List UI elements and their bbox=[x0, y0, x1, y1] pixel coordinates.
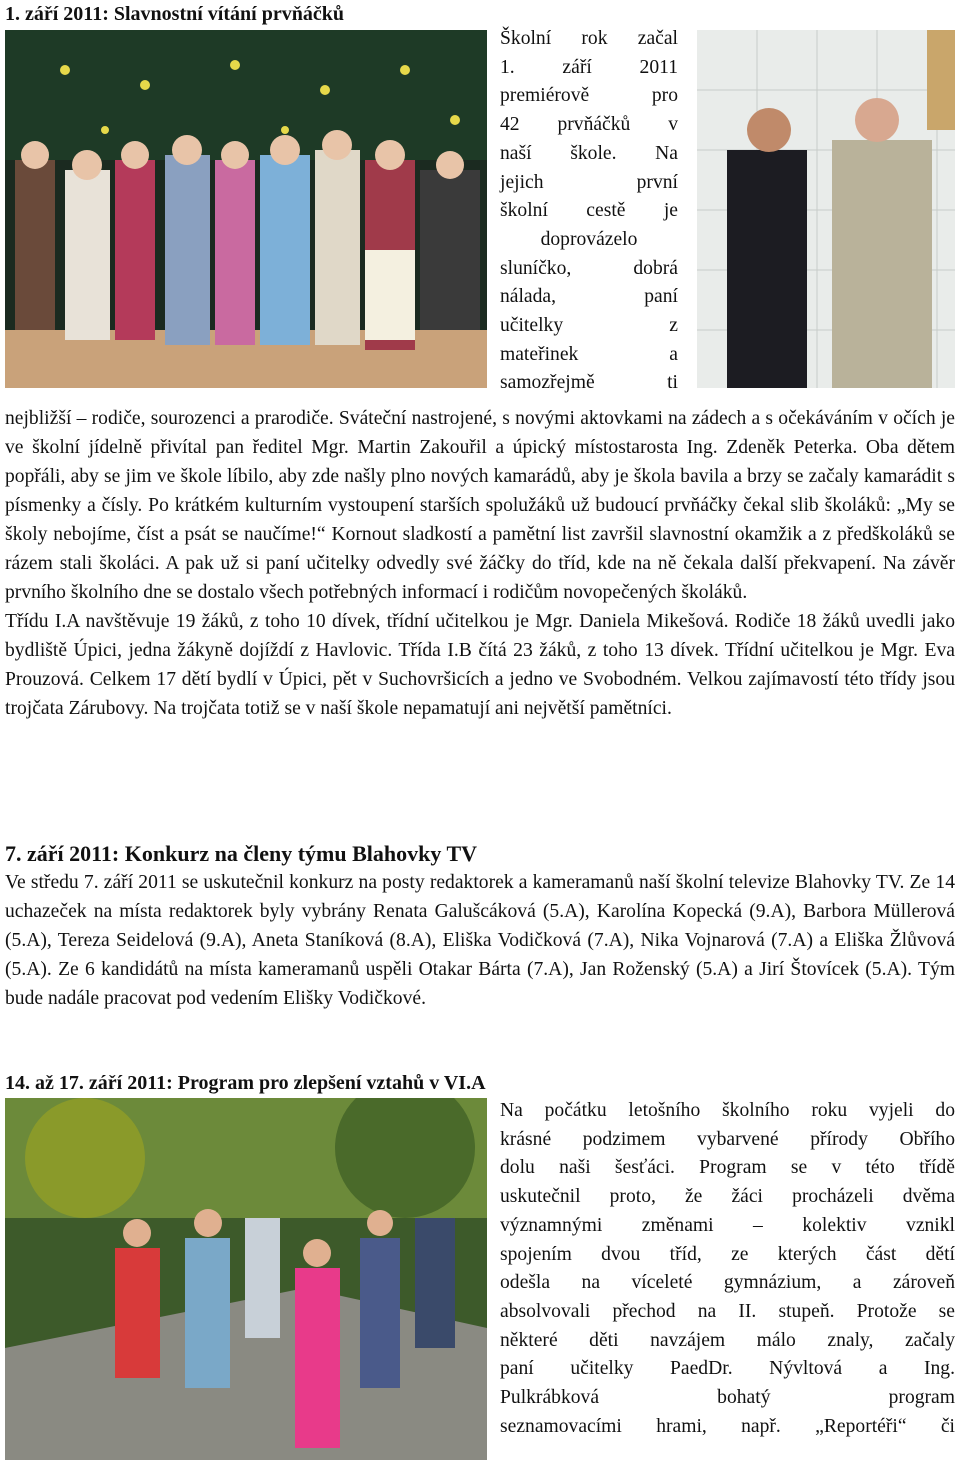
section3-heading: 14. až 17. září 2011: Program pro zlepšení vztahů v VI.A bbox=[5, 1072, 486, 1094]
narrow-line: Na počátku letošního školního roku vyjeli do bbox=[500, 1100, 955, 1121]
narrow-line: školní cestě je bbox=[500, 200, 678, 222]
narrow-line: doprovázelo bbox=[540, 228, 638, 250]
section2-heading: 7. září 2011: Konkurz na členy týmu Blahovky TV bbox=[5, 841, 478, 866]
photo-first-graders-illustration bbox=[5, 30, 487, 388]
narrow-line: 1. září 2011 bbox=[500, 56, 678, 78]
photo-director-illustration bbox=[697, 30, 955, 388]
narrow-line: krásné podzimem vybarvené přírody Obřího bbox=[500, 1128, 955, 1150]
narrow-line: spojením dvou tříd, ze kterých část dětí bbox=[500, 1243, 955, 1265]
narrow-line: samozřejmě ti bbox=[500, 372, 678, 394]
narrow-line: nálada, paní bbox=[500, 286, 678, 308]
section2 bbox=[5, 840, 955, 1013]
photo-first-graders bbox=[5, 30, 487, 388]
section2-paragraph: Ve středu 7. září 2011 se uskutečnil konkurz na posty redaktorek a kameramanů naší školní televize Blahovky TV. Ze 14 uchazeček na místa redaktorek byly vybrány Renata Galušcáková (5.A), Karolína Kopecká (9.A), Barbora Müllerová (5.A), Tereza Seidelová (9.A), Aneta Staníková (8.A), Eliška Vodičková (7.A), Nika Vojnarová (7.A) a Eliška Žlůvová (5.A). Ze 6 kandidátů na místa kameramanů uspěli Otakar Bárta (7.A), Jan Roženský (5.A) a Jirí Štovícek (5.A). Tým bude nadále pracovat pod vedením Elišky Vodičkové. bbox=[5, 872, 955, 1009]
narrow-line: dolu naši šesťáci. Program se v této třídě bbox=[500, 1157, 955, 1179]
narrow-line: uskutečnil proto, že žáci procházeli dvěma bbox=[500, 1186, 955, 1208]
narrow-line: jejich první bbox=[500, 171, 678, 193]
section1-heading: 1. září 2011: Slavnostní vítání prvňáčků bbox=[5, 3, 344, 25]
section1-paragraph-1: nejbližší – rodiče, sourozenci a prarodiče. Sváteční nastrojené, s novými aktovkami na zádech a s očekáváním v očích je ve školní jídelně přivítal pan ředitel Mgr. Martin Zakouřil a úpický místostarosta Ing. Zdeněk Peterka. Oba dětem popřáli, aby se jim ve škole líbilo, aby zde našly plno nových kamarádů, aby je škola bavila a brzy se začaly kamarádit s písmenky a čísly. Po krátkém kulturním vystoupení starších spolužáků už budoucí prvňáčky čekal slib školáků: „My se školy nebojíme, číst a psát se naučíme!“ Kornout sladkostí a pamětní list završil slavnostní okamžik a z předškoláků se rázem stali školáci. A pak už si paní učitelky odvedly své žáčky do tříd, kde na ně čekala další překvapení. Na závěr prvního školního dne se dostalo všech potřebných informací i rodičům novopečených školáků. bbox=[5, 408, 955, 603]
narrow-line: paní učitelky PaedDr. Nývltová a Ing. bbox=[500, 1358, 955, 1380]
photo-sixth-graders-outdoor bbox=[5, 1098, 487, 1460]
narrow-line: Pulkrábková bohatý program bbox=[500, 1387, 955, 1409]
narrow-line: 42 prvňáčků v bbox=[500, 114, 678, 136]
photo-outdoor-illustration bbox=[5, 1098, 487, 1460]
section1-paragraph-2: Třídu I.A navštěvuje 19 žáků, z toho 10 dívek, třídní učitelkou je Mgr. Daniela Mikešová. Rodiče 18 žáků uvedli jako bydliště Úpici, jedna žákyně dojíždí z Havlovic. Třída I.B čítá 23 žáků, z toho 13 dívek. Třídní učitelkou je Mgr. Eva Prouzová. Celkem 17 dětí bydlí v Úpici, pět v Suchovršicích a jedno ve Svobodném. Velkou zajímavostí této třídy jsou trojčata Zárubovy. Na trojčata totiž se v naší škole nepamatují ani největší pamětníci. bbox=[5, 611, 955, 719]
narrow-line: mateřinek a bbox=[500, 343, 678, 365]
narrow-line: naší škole. Na bbox=[500, 142, 678, 164]
narrow-line: odešla na víceleté gymnázium, a zároveň bbox=[500, 1272, 955, 1294]
photo-director-and-deputy bbox=[697, 30, 955, 388]
section3-narrow-column bbox=[500, 1097, 955, 1441]
section1-body bbox=[5, 404, 955, 723]
narrow-line: některé děti navzájem málo znaly, začaly bbox=[500, 1329, 955, 1351]
narrow-line: seznamovacími hrami, např. „Reportéři“ či bbox=[500, 1415, 955, 1437]
narrow-line: absolvovali přechod na II. stupeň. Protože se bbox=[500, 1300, 955, 1322]
narrow-line: sluníčko, dobrá bbox=[500, 257, 678, 279]
narrow-line: učitelky z bbox=[500, 315, 678, 337]
narrow-line: významnými změnami – kolektiv vznikl bbox=[500, 1214, 955, 1236]
narrow-line: premiérově pro bbox=[500, 85, 678, 107]
narrow-line: Školní rok začal bbox=[500, 28, 678, 49]
section1-narrow-column bbox=[500, 25, 678, 398]
